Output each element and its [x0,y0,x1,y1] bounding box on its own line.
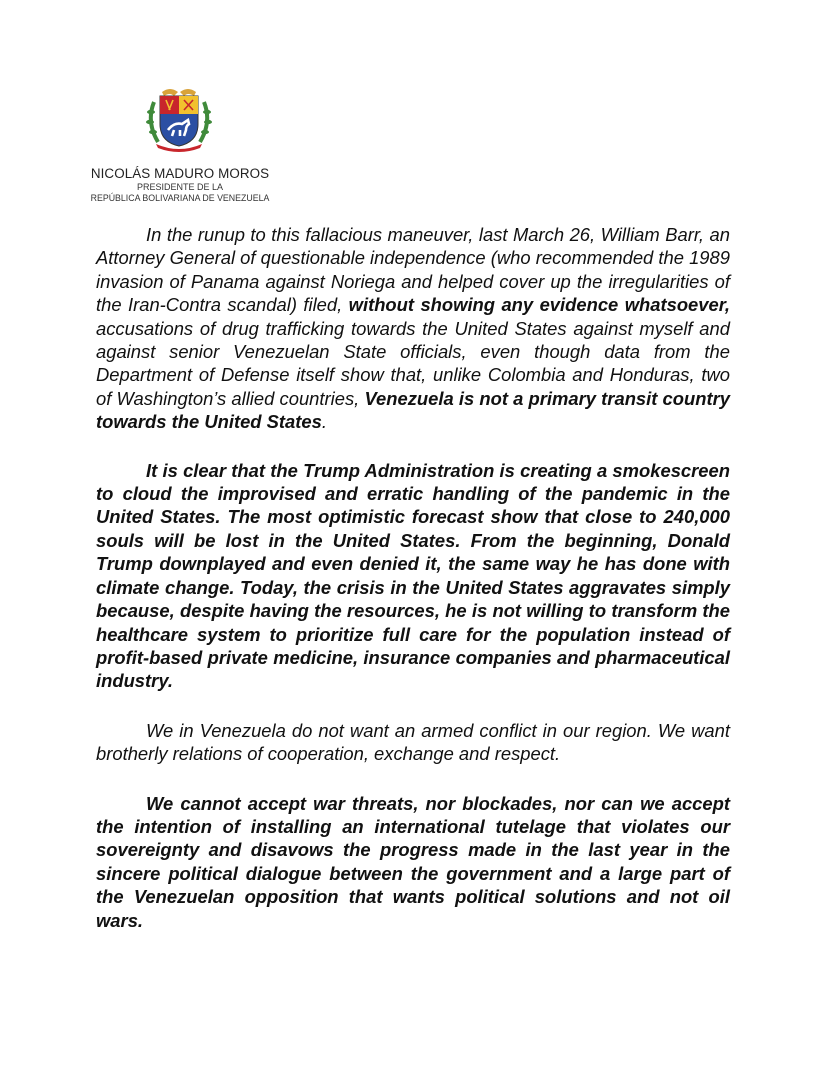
sender-title-line1: PRESIDENTE DE LA [136,182,224,192]
paragraph-1-text-c: . [321,411,327,433]
letterhead [60,166,300,204]
paragraph-1-bold-b: Venezuela is not a primary transit country towards the United States [96,387,730,433]
sender-title-line2: REPÚBLICA BOLIVARIANA DE VENEZUELA [90,193,270,203]
paragraph-3: We in Venezuela do not want an armed conflict in our region. We want brotherly relations of cooperation, exchange and respect. [96,719,730,765]
paragraph-1-text-b: accusations of drug trafficking towards the United States against myself and against senior Venezuelan State officials, even though data from the Department of Defense itself show that, unlike Colombia and Honduras, two of Washington’s allied countries, [96,317,730,409]
sender-name: NICOLÁS MADURO MOROS [90,166,270,181]
coat-of-arms-icon [144,84,214,152]
paragraph-1 [96,223,730,434]
paragraph-4: We cannot accept war threats, nor blockades, nor can we accept the intention of installing an international tutelage that violates our sovereignty and disavows the progress made in the last year in the sincere political dialogue between the government and a large part of the Venezuelan opposition that wants political solutions and not oil wars. [96,792,730,931]
paragraph-2: It is clear that the Trump Administration is creating a smokescreen to cloud the improvised and erratic handling of the pandemic in the United States. The most optimistic forecast show that close to 240,000 souls will be lost in the United States. From the beginning, Donald Trump downplayed and even denied it, the same way he has done with climate change. Today, the crisis in the United States aggravates simply because, despite having the resources, he is not willing to transform the healthcare system to prioritize full care for the population instead of profit-based private medicine, insurance companies and pharmaceutical industry. [96,459,730,692]
paragraph-1-bold-a: without showing any evidence whatsoever, [348,294,730,316]
letter-body [96,223,730,932]
paragraph-1-text-a: In the runup to this fallacious maneuver, last March 26, William Barr, an Attorney General of questionable independence (who recommended the 1989 invasion of Panama against Noriega and helped cover up the irregularities of the Iran-Contra scandal) filed, [96,224,730,316]
